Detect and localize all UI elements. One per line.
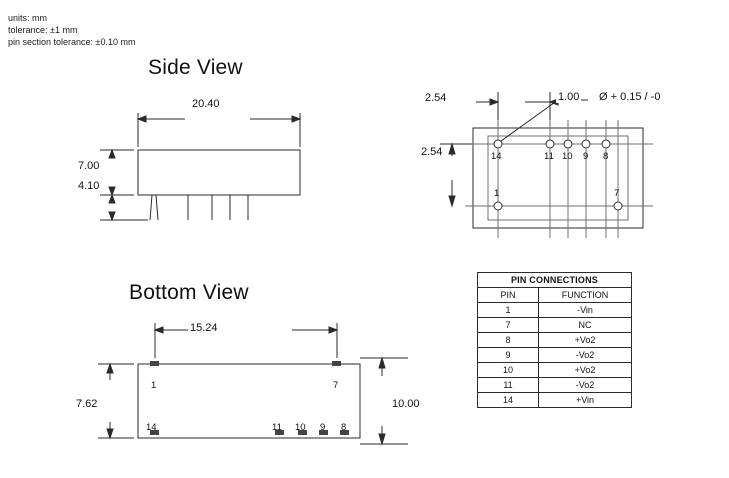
table-title-row [478, 273, 632, 288]
table-row [478, 378, 632, 393]
pin-diameter-dim: 1.00 [558, 91, 580, 103]
pin-connections-title: PIN CONNECTIONS [478, 273, 632, 288]
table-row [478, 363, 632, 378]
header-pin: PIN [478, 288, 539, 303]
side-view-drawing [60, 95, 360, 245]
notes-block [8, 12, 136, 48]
pin-function: NC [539, 318, 632, 333]
top-pin-label-9: 9 [583, 151, 589, 162]
pin-function: -Vin [539, 303, 632, 318]
table-header-row [478, 288, 632, 303]
top-pin-label-10: 10 [562, 151, 573, 162]
pin-number: 10 [478, 363, 539, 378]
pin-grid-drawing [410, 90, 710, 250]
pin-number: 1 [478, 303, 539, 318]
top-pin-label-7: 7 [614, 188, 620, 199]
pin-diameter-tolerance: Ø + 0.15 / -0 [599, 91, 661, 103]
pin-function: +Vin [539, 393, 632, 408]
table-row [478, 393, 632, 408]
table-row [478, 348, 632, 363]
pin-number: 11 [478, 378, 539, 393]
pin-function: -Vo2 [539, 378, 632, 393]
pin-connections-table [477, 272, 632, 408]
top-pin-label-14: 14 [491, 151, 502, 162]
note-units: units: mm [8, 13, 48, 23]
bottom-pin-label-7: 7 [333, 380, 339, 391]
bottom-pin-label-1: 1 [151, 380, 157, 391]
side-pin-dim: 4.10 [78, 180, 100, 192]
bottom-view-title: Bottom View [129, 281, 249, 304]
pin-function: +Vo2 [539, 363, 632, 378]
bottom-pin-label-8: 8 [341, 422, 347, 433]
pin-number: 14 [478, 393, 539, 408]
bottom-height-dim: 10.00 [392, 398, 420, 410]
note-tolerance: tolerance: ±1 mm [8, 25, 78, 35]
pin-number: 7 [478, 318, 539, 333]
bottom-pin-label-10: 10 [295, 422, 306, 433]
table-row [478, 318, 632, 333]
bottom-pin-label-11: 11 [272, 422, 282, 433]
side-height-dim: 7.00 [78, 160, 100, 172]
pin-function: -Vo2 [539, 348, 632, 363]
bottom-width-dim: 7.62 [76, 398, 98, 410]
pin-function: +Vo2 [539, 333, 632, 348]
pin-number: 9 [478, 348, 539, 363]
note-pin-tolerance: pin section tolerance: ±0.10 mm [8, 37, 136, 47]
pin-number: 8 [478, 333, 539, 348]
top-pin-label-8: 8 [603, 151, 609, 162]
header-function: FUNCTION [539, 288, 632, 303]
pitch-x-dim: 2.54 [425, 92, 447, 104]
top-pin-label-1: 1 [494, 188, 500, 199]
table-row [478, 303, 632, 318]
side-length-dim: 20.40 [192, 98, 220, 110]
bottom-pin-label-14: 14 [146, 422, 157, 433]
side-view-title: Side View [148, 56, 243, 79]
bottom-view-drawing [60, 318, 370, 468]
top-pin-label-11: 11 [544, 151, 554, 162]
bottom-pin-label-9: 9 [320, 422, 326, 433]
table-row [478, 333, 632, 348]
bottom-span-dim: 15.24 [190, 322, 218, 334]
pitch-y-dim: 2.54 [421, 146, 443, 158]
